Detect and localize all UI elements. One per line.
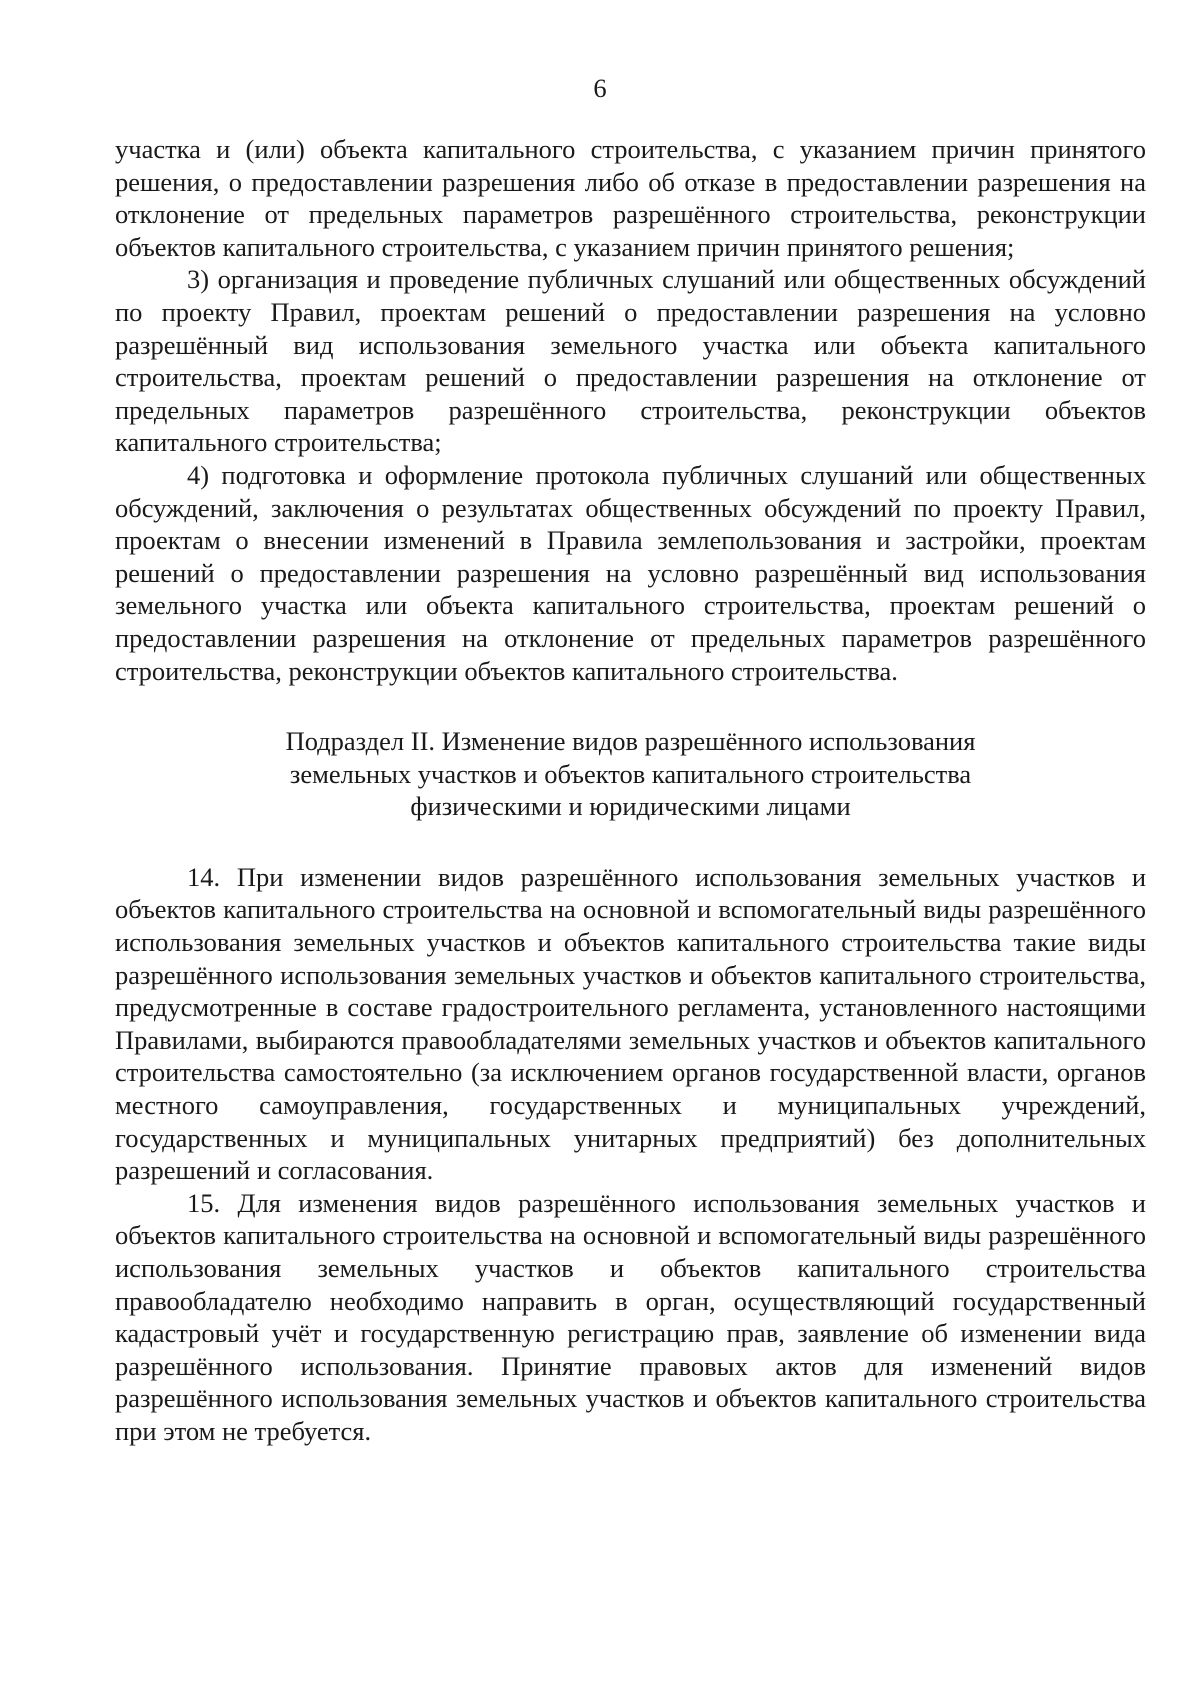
- document-body: [115, 133, 1146, 1448]
- paragraph-item-4: 4) подготовка и оформление протокола публичных слушаний или общественных обсуждений, заключения о результатах общественных обсуждений по проекту Правил, проектам о внесении изменений в Правила землепользования и застройки, проектам решений о предоставлении разрешения на условно разрешённый вид использования земельного участка или объекта капитального строительства, проектам решений о предоставлении разрешения на отклонение от предельных параметров разрешённого строительства, реконструкции объектов капитального строительства.: [115, 459, 1146, 686]
- paragraph-14: 14. При изменении видов разрешённого использования земельных участков и объектов капитального строительства на основной и вспомогательный виды разрешённого использования земельных участков и объектов капитального строительства такие виды разрешённого использования земельных участков и объектов капитального строительства, предусмотренные в составе градостроительного регламента, установленного настоящими Правилами, выбираются правообладателями земельных участков и объектов капитального строительства самостоятельно (за исключением органов государственной власти, органов местного самоуправления, государственных и муниципальных учреждений, государственных и муниципальных унитарных предприятий) без дополнительных разрешений и согласования.: [115, 861, 1146, 1186]
- paragraph-15: 15. Для изменения видов разрешённого использования земельных участков и объектов капитального строительства на основной и вспомогательный виды разрешённого использования земельных участков и объектов капитального строительства правообладателю необходимо направить в орган, осуществляющий государственный кадастровый учёт и государственную регистрацию прав, заявление об изменении вида разрешённого использования. Принятие правовых актов для изменений видов разрешённого использования земельных участков и объектов капитального строительства при этом не требуется.: [115, 1187, 1146, 1446]
- page-number: 6: [593, 73, 607, 103]
- paragraph-continuation: участка и (или) объекта капитального строительства, с указанием причин принятого решения, о предоставлении разрешения либо об отказе в предоставлении разрешения на отклонение от предельных параметров разрешённого строительства, реконструкции объектов капитального строительства, с указанием причин принятого решения;: [115, 134, 1146, 262]
- section-heading: Подраздел II. Изменение видов разрешённого использования земельных участков и объектов капитального строительства физическими и юридическими лицами: [285, 726, 976, 822]
- paragraph-item-3: 3) организация и проведение публичных слушаний или общественных обсуждений по проекту Правил, проектам решений о предоставлении разрешения на условно разрешённый вид использования земельного участка или объекта капитального строительства, проектам решений о предоставлении разрешения на отклонение от предельных параметров разрешённого строительства, реконструкции объектов капитального строительства;: [115, 264, 1146, 458]
